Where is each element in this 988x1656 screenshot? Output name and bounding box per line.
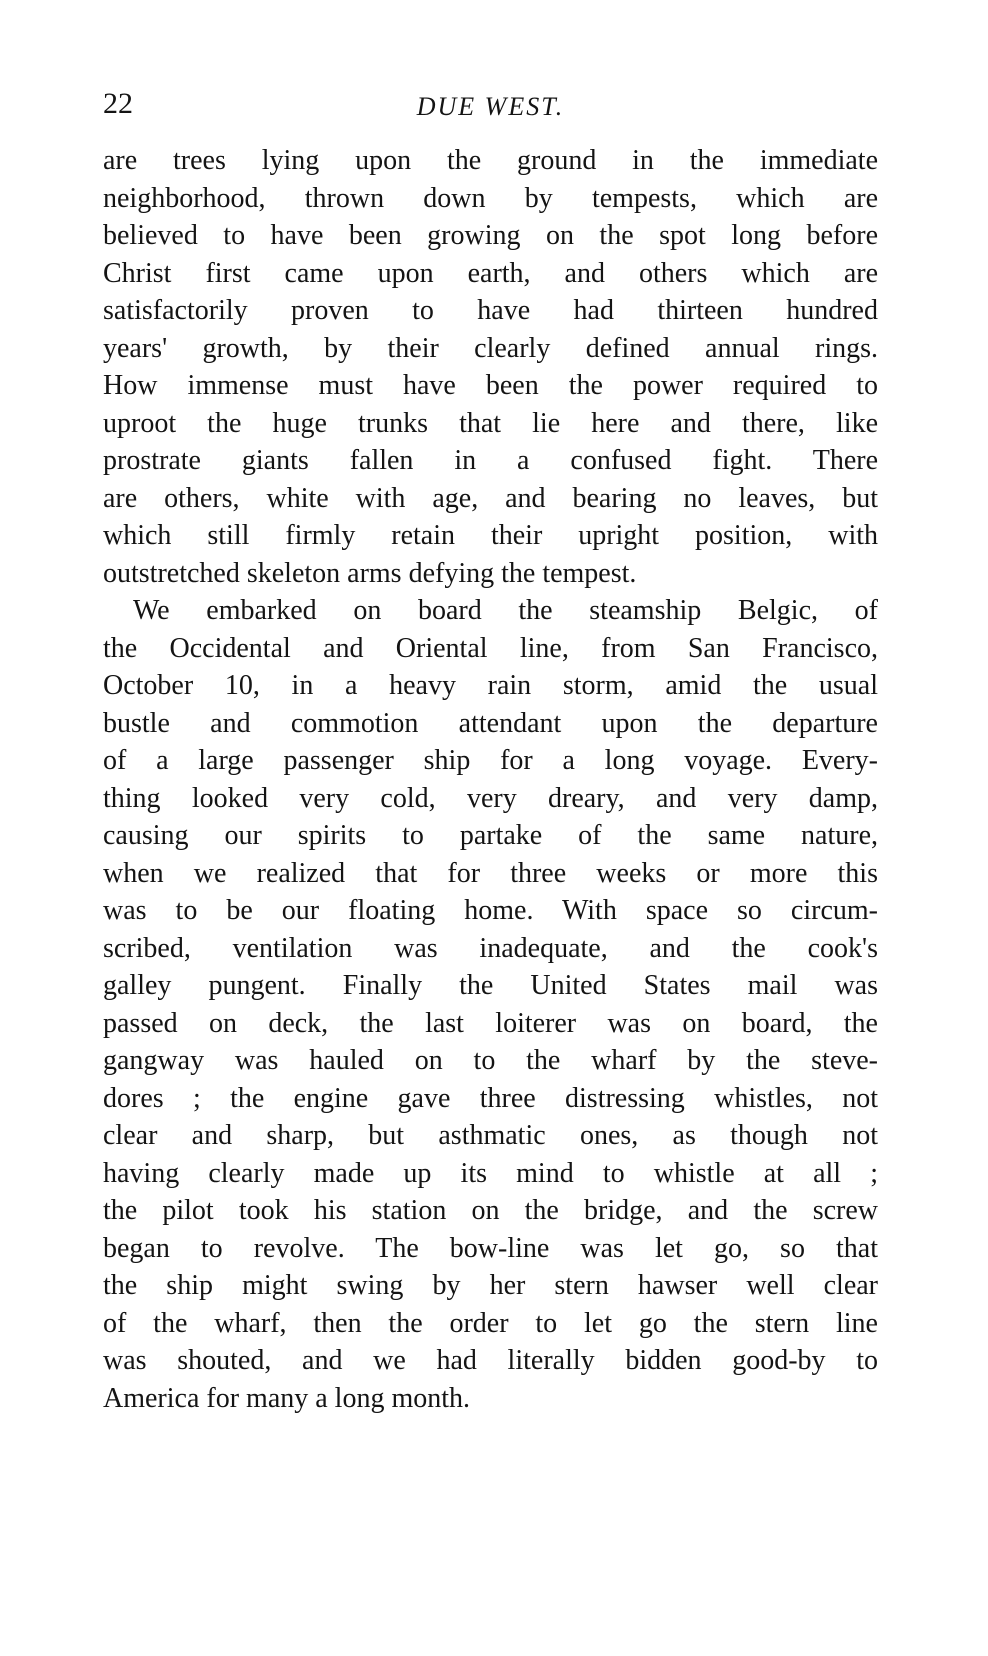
text-line: of a large passenger ship for a long voyage. Every- <box>103 745 878 776</box>
text-line: scribed, ventilation was inadequate, and the cook's <box>103 932 878 964</box>
running-title: DUE WEST. <box>416 92 565 121</box>
paragraph <box>103 142 878 592</box>
text-line: the pilot took his station on the bridge, and the screw <box>103 1195 878 1226</box>
text-line: of the wharf, then the order to let go the stern line <box>103 1307 878 1339</box>
text-line: passed on deck, the last loiterer was on board, the <box>103 1007 878 1039</box>
text-line: bustle and commotion attendant upon the departure <box>103 707 878 739</box>
text-line: the ship might swing by her stern hawser well clear <box>103 1270 878 1301</box>
text-line: Christ first came upon earth, and others which are <box>103 257 878 289</box>
text-line: October 10, in a heavy rain storm, amid the usual <box>103 670 878 701</box>
text-line: prostrate giants fallen in a confused fight. There <box>103 445 878 476</box>
text-line: We embarked on board the steamship Belgic, of <box>133 595 878 626</box>
text-line: uproot the huge trunks that lie here and there, like <box>103 407 878 439</box>
paragraph <box>103 592 878 1417</box>
text-line: are others, white with age, and bearing no leaves, but <box>103 482 878 514</box>
text-line: satisfactorily proven to have had thirteen hundred <box>103 295 878 326</box>
text-line: when we realized that for three weeks or more this <box>103 857 878 889</box>
text-line: believed to have been growing on the spot long before <box>103 220 878 251</box>
text-line: How immense must have been the power required to <box>103 370 878 401</box>
text-line: was shouted, and we had literally bidden good-by to <box>103 1345 878 1376</box>
text-line: are trees lying upon the ground in the immediate <box>103 145 878 176</box>
page-header <box>103 84 878 130</box>
text-line: was to be our floating home. With space so circum- <box>103 895 878 926</box>
text-line: America for many a long month. <box>103 1382 471 1414</box>
text-line: gangway was hauled on to the wharf by the steve- <box>103 1045 878 1076</box>
text-line: thing looked very cold, very dreary, and very damp, <box>103 782 878 814</box>
body-text <box>103 142 878 1417</box>
text-line: having clearly made up its mind to whistle at all ; <box>103 1157 878 1189</box>
text-line: neighborhood, thrown down by tempests, which are <box>103 182 878 214</box>
text-line: causing our spirits to partake of the same nature, <box>103 820 878 851</box>
text-line: dores ; the engine gave three distressing whistles, not <box>103 1082 878 1114</box>
text-line: which still firmly retain their upright position, with <box>103 520 878 551</box>
text-line: began to revolve. The bow-line was let go, so that <box>103 1232 878 1264</box>
text-line: years' growth, by their clearly defined annual rings. <box>103 332 878 364</box>
text-line: galley pungent. Finally the United States mail was <box>103 970 878 1001</box>
page-number: 22 <box>103 87 133 120</box>
text-line: outstretched skeleton arms defying the tempest. <box>103 557 637 589</box>
text-line: clear and sharp, but asthmatic ones, as though not <box>103 1120 878 1151</box>
text-line: the Occidental and Oriental line, from San Francisco, <box>103 632 878 664</box>
